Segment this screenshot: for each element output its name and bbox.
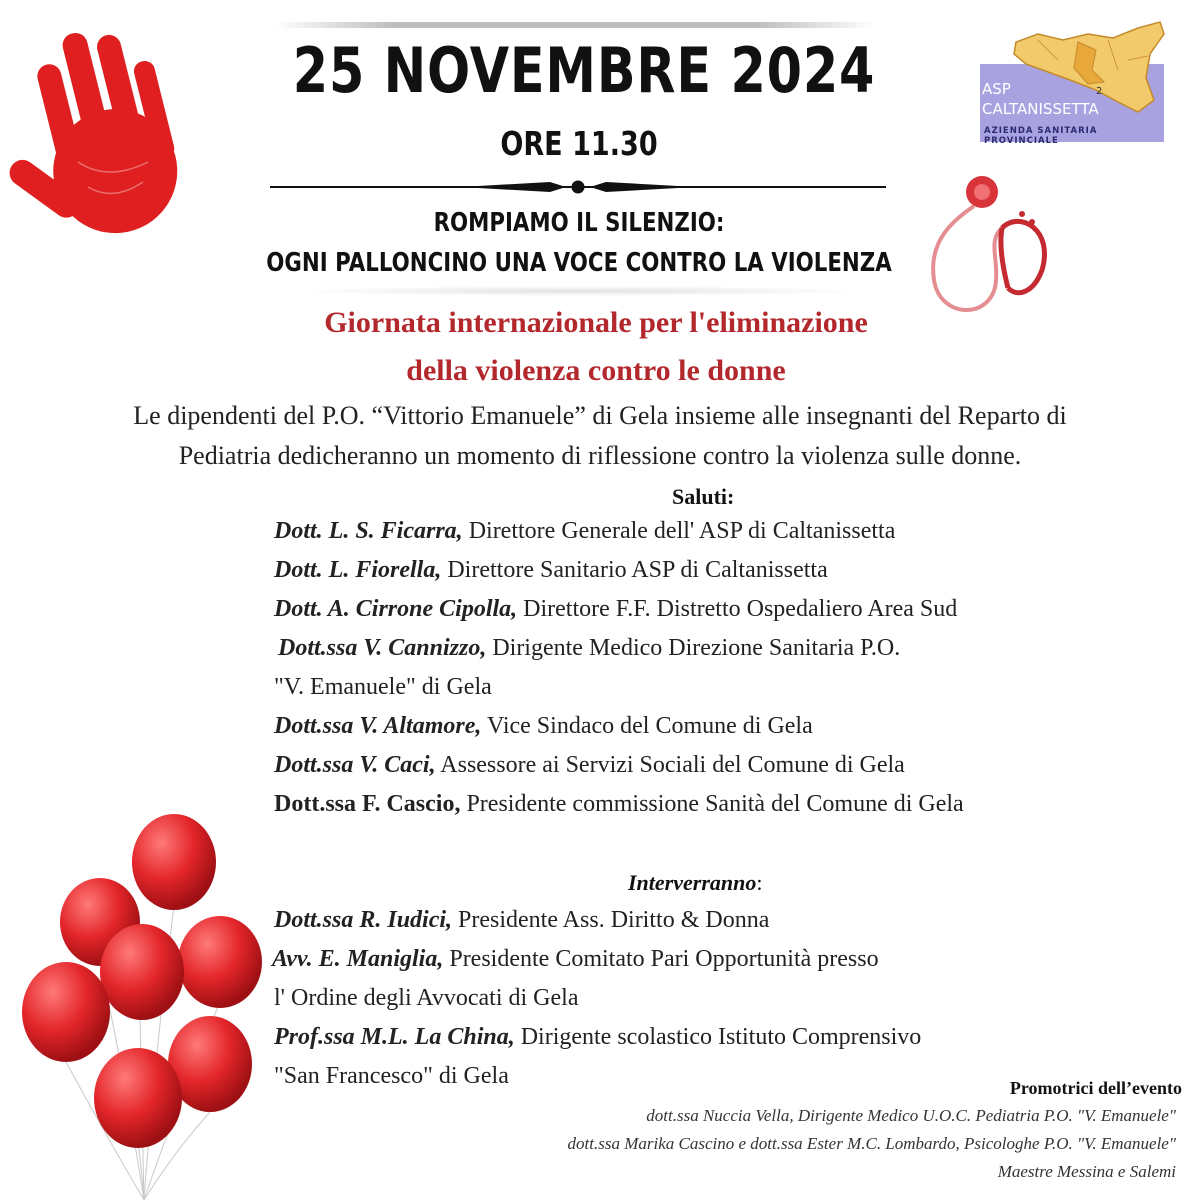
promotrici-line-3: Maestre Messina e Salemi: [997, 1162, 1176, 1181]
balloons-icon: [14, 812, 274, 1200]
saluti-item: [274, 596, 957, 623]
interventi-item: [274, 1063, 509, 1090]
speaker-role: l' Ordine degli Avvocati di Gela: [274, 985, 579, 1011]
interventi-title: Interverranno: [628, 870, 757, 895]
interventi-item: [274, 1024, 921, 1051]
event-time: ORE 11.30: [500, 124, 658, 163]
speaker-name: Dott. A. Cirrone Cipolla,: [274, 596, 518, 622]
speaker-role: Dirigente Medico Direzione Sanitaria P.O.: [486, 635, 901, 661]
interventi-item: [272, 946, 879, 973]
map-marker: 2: [1096, 86, 1103, 97]
speaker-role: "V. Emanuele" di Gela: [274, 674, 492, 700]
speaker-role: Direttore Sanitario ASP di Caltanissetta: [441, 557, 828, 583]
slogan-underline: [290, 286, 870, 296]
asp-logo: [978, 20, 1168, 146]
speaker-role: Presidente commissione Sanità del Comune di Gela: [460, 791, 964, 817]
promotrici-line-1: dott.ssa Nuccia Vella, Dirigente Medico U.O.C. Pediatria P.O. "V. Emanuele": [646, 1106, 1176, 1125]
saluti-item: [274, 674, 492, 701]
speaker-role: Vice Sindaco del Comune di Gela: [481, 713, 813, 739]
slogan-line-2: OGNI PALLONCINO UNA VOCE CONTRO LA VIOLENZA: [266, 248, 892, 278]
interventi-heading: [628, 870, 762, 896]
speaker-name: Dott. L. Fiorella,: [274, 557, 442, 583]
interventi-item: [274, 907, 769, 934]
speaker-name: Dott.ssa R. Iudici,: [274, 907, 453, 933]
speaker-role: Direttore F.F. Distretto Ospedaliero Area Sud: [517, 596, 958, 622]
interventi-item: [274, 985, 578, 1012]
speaker-role: Assessore ai Servizi Sociali del Comune di Gela: [435, 752, 905, 778]
speaker-name: Dott.ssa V. Altamore,: [274, 713, 482, 739]
asp-logo-line-2: CALTANISSETTA: [982, 100, 1099, 118]
saluti-item: [274, 518, 895, 545]
speaker-role: "San Francesco" di Gela: [274, 1063, 509, 1089]
speaker-role: Dirigente scolastico Istituto Comprensivo: [514, 1024, 922, 1050]
speaker-name: Prof.ssa M.L. La China,: [274, 1024, 515, 1050]
event-date: 25 NOVEMBRE 2024: [292, 34, 876, 107]
speaker-name: Dott.ssa V. Caci,: [274, 752, 436, 778]
speaker-role: Presidente Comitato Pari Opportunità presso: [443, 946, 879, 972]
intro-line-2: Pediatria dedicheranno un momento di riflessione contro la violenza sulle donne.: [178, 441, 1022, 470]
event-title-line-2: della violenza contro le donne: [406, 354, 786, 387]
top-rule: [275, 22, 875, 28]
speaker-role: Direttore Generale dell' ASP di Caltanissetta: [462, 518, 896, 544]
interventi-colon: :: [756, 870, 763, 895]
asp-logo-subtitle: AZIENDA SANITARIA PROVINCIALE: [984, 126, 1098, 146]
speaker-name: Dott.ssa V. Cannizzo,: [278, 635, 487, 661]
divider-ornament-icon: [270, 176, 886, 198]
saluti-item: [274, 791, 964, 818]
slogan-line-1: ROMPIAMO IL SILENZIO:: [433, 208, 725, 238]
saluti-heading: Saluti:: [672, 484, 735, 509]
speaker-name: Avv. E. Maniglia,: [272, 946, 444, 972]
asp-logo-line-1: ASP: [982, 80, 1011, 98]
speaker-name: Dott.ssa F. Cascio,: [274, 791, 461, 817]
saluti-item: [274, 752, 905, 779]
saluti-item: [278, 635, 900, 662]
event-title-line-1: Giornata internazionale per l'eliminazione: [324, 306, 868, 339]
promotrici-heading: Promotrici dell’evento: [1009, 1078, 1182, 1098]
speaker-name: Dott. L. S. Ficarra,: [274, 518, 463, 544]
promotrici-line-2: dott.ssa Marika Cascino e dott.ssa Ester M.C. Lombardo, Psicologhe P.O. "V. Emanuele": [567, 1134, 1176, 1153]
speaker-role: Presidente Ass. Diritto & Donna: [452, 907, 770, 933]
saluti-item: [274, 557, 828, 584]
intro-line-1: Le dipendenti del P.O. “Vittorio Emanuele” di Gela insieme alle insegnanti del Reparto di: [133, 401, 1067, 430]
saluti-item: [274, 713, 813, 740]
